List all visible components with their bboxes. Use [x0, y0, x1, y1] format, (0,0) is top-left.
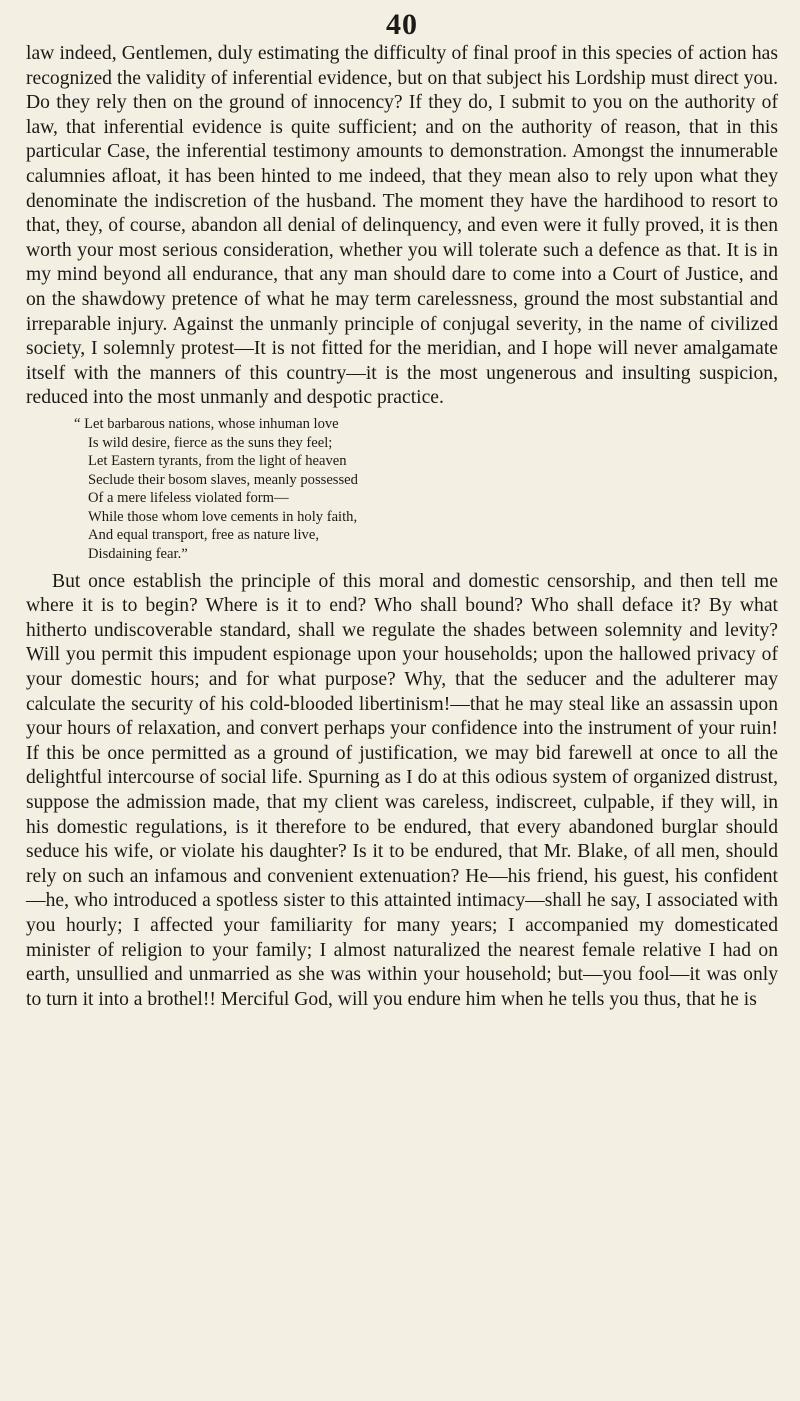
verse-line: Seclude their bosom slaves, meanly possessed: [88, 471, 358, 488]
verse-line: Of a mere lifeless violated form—: [88, 490, 289, 507]
verse-line: While those whom love cements in holy faith,: [88, 508, 358, 525]
page-number: 40: [386, 8, 418, 41]
verse-line: Is wild desire, fierce as the suns they feel;: [88, 434, 333, 451]
paragraph-continuation: law indeed, Gentlemen, duly estimating the difficulty of final proof in this species of action has recognized the validity of inferential evidence, but on that subject his Lordship must direct you. Do they rely then on the ground of innocency? If they do, I submit to you on the authority of law, that inferential evidence is quite sufficient; and on the authority of reason, that in this particular Case, the inferential testimony amounts to demonstration. Amongst the innumerable calumnies afloat, it has been hinted to me indeed, that they mean also to rely upon what they denominate the indiscretion of the husband. The moment they have the hardihood to resort to that, they, of course, abandon all denial of delinquency, and even were it fully proved, it is then worth your most serious consideration, whether you will tolerate such a defence as that. It is in my mind beyond all endurance, that any man should dare to come into a Court of Justice, and on the shawdowy pretence of what he may term carelessness, ground the most substantial and irreparable injury. Against the unmanly principle of conjugal severity, in the name of civilized society, I solemnly protest—It is not fitted for the meridian, and I hope will never amalgamate itself with the manners of this country—it is the most ungenerous and insulting suspicion, reduced into the most unmanly and despotic practice.: [26, 43, 778, 409]
verse-line: “ Let barbarous nations, whose inhuman love: [74, 415, 339, 432]
verse-line: Let Eastern tyrants, from the light of heaven: [88, 453, 347, 470]
verse-line: And equal transport, free as nature live,: [88, 527, 319, 544]
paragraph-censorship: But once establish the principle of this moral and domestic censorship, and then tell me where it is to begin? Where is it to end? Who shall bound? Who shall deface it? By what hitherto undiscoverable standard, shall we regulate the shades between solemnity and levity? Will you permit this impudent espionage upon your households; upon the hallowed privacy of your domestic hours; and for what purpose? Why, that the seducer and the adulterer may calculate the security of his cold-blooded libertinism!—that he may steal like an assassin upon your hours of relaxation, and convert perhaps your confidence into the instrument of your ruin! If this be once permitted as a ground of justification, we may bid farewell at once to all the delightful intercourse of social life. Spurning as I do at this odious system of organized distrust, suppose the admission made, that my client was careless, indiscreet, culpable, if they will, in his domestic regulations, is it therefore to be endured, that every abandoned burglar should seduce his wife, or violate his daughter? Is it to be endured, that Mr. Blake, of all men, should rely on such an infamous and convenient extenuation? He—his friend, his guest, his confident—he, who introduced a spotless sister to this attainted intimacy—shall he say, I associated with you hourly; I affected your familiarity for many years; I accompanied my domesticated minister of religion to your family; I almost naturalized the nearest female relative I had on earth, unsullied and unmarried as she was within your household; but—you fool—it was only to turn it into a brothel!! Merciful God, will you endure him when he tells you thus, that he is: [26, 570, 778, 1010]
verse-line: Disdaining fear.”: [88, 546, 188, 563]
verse-quotation: [74, 415, 778, 564]
